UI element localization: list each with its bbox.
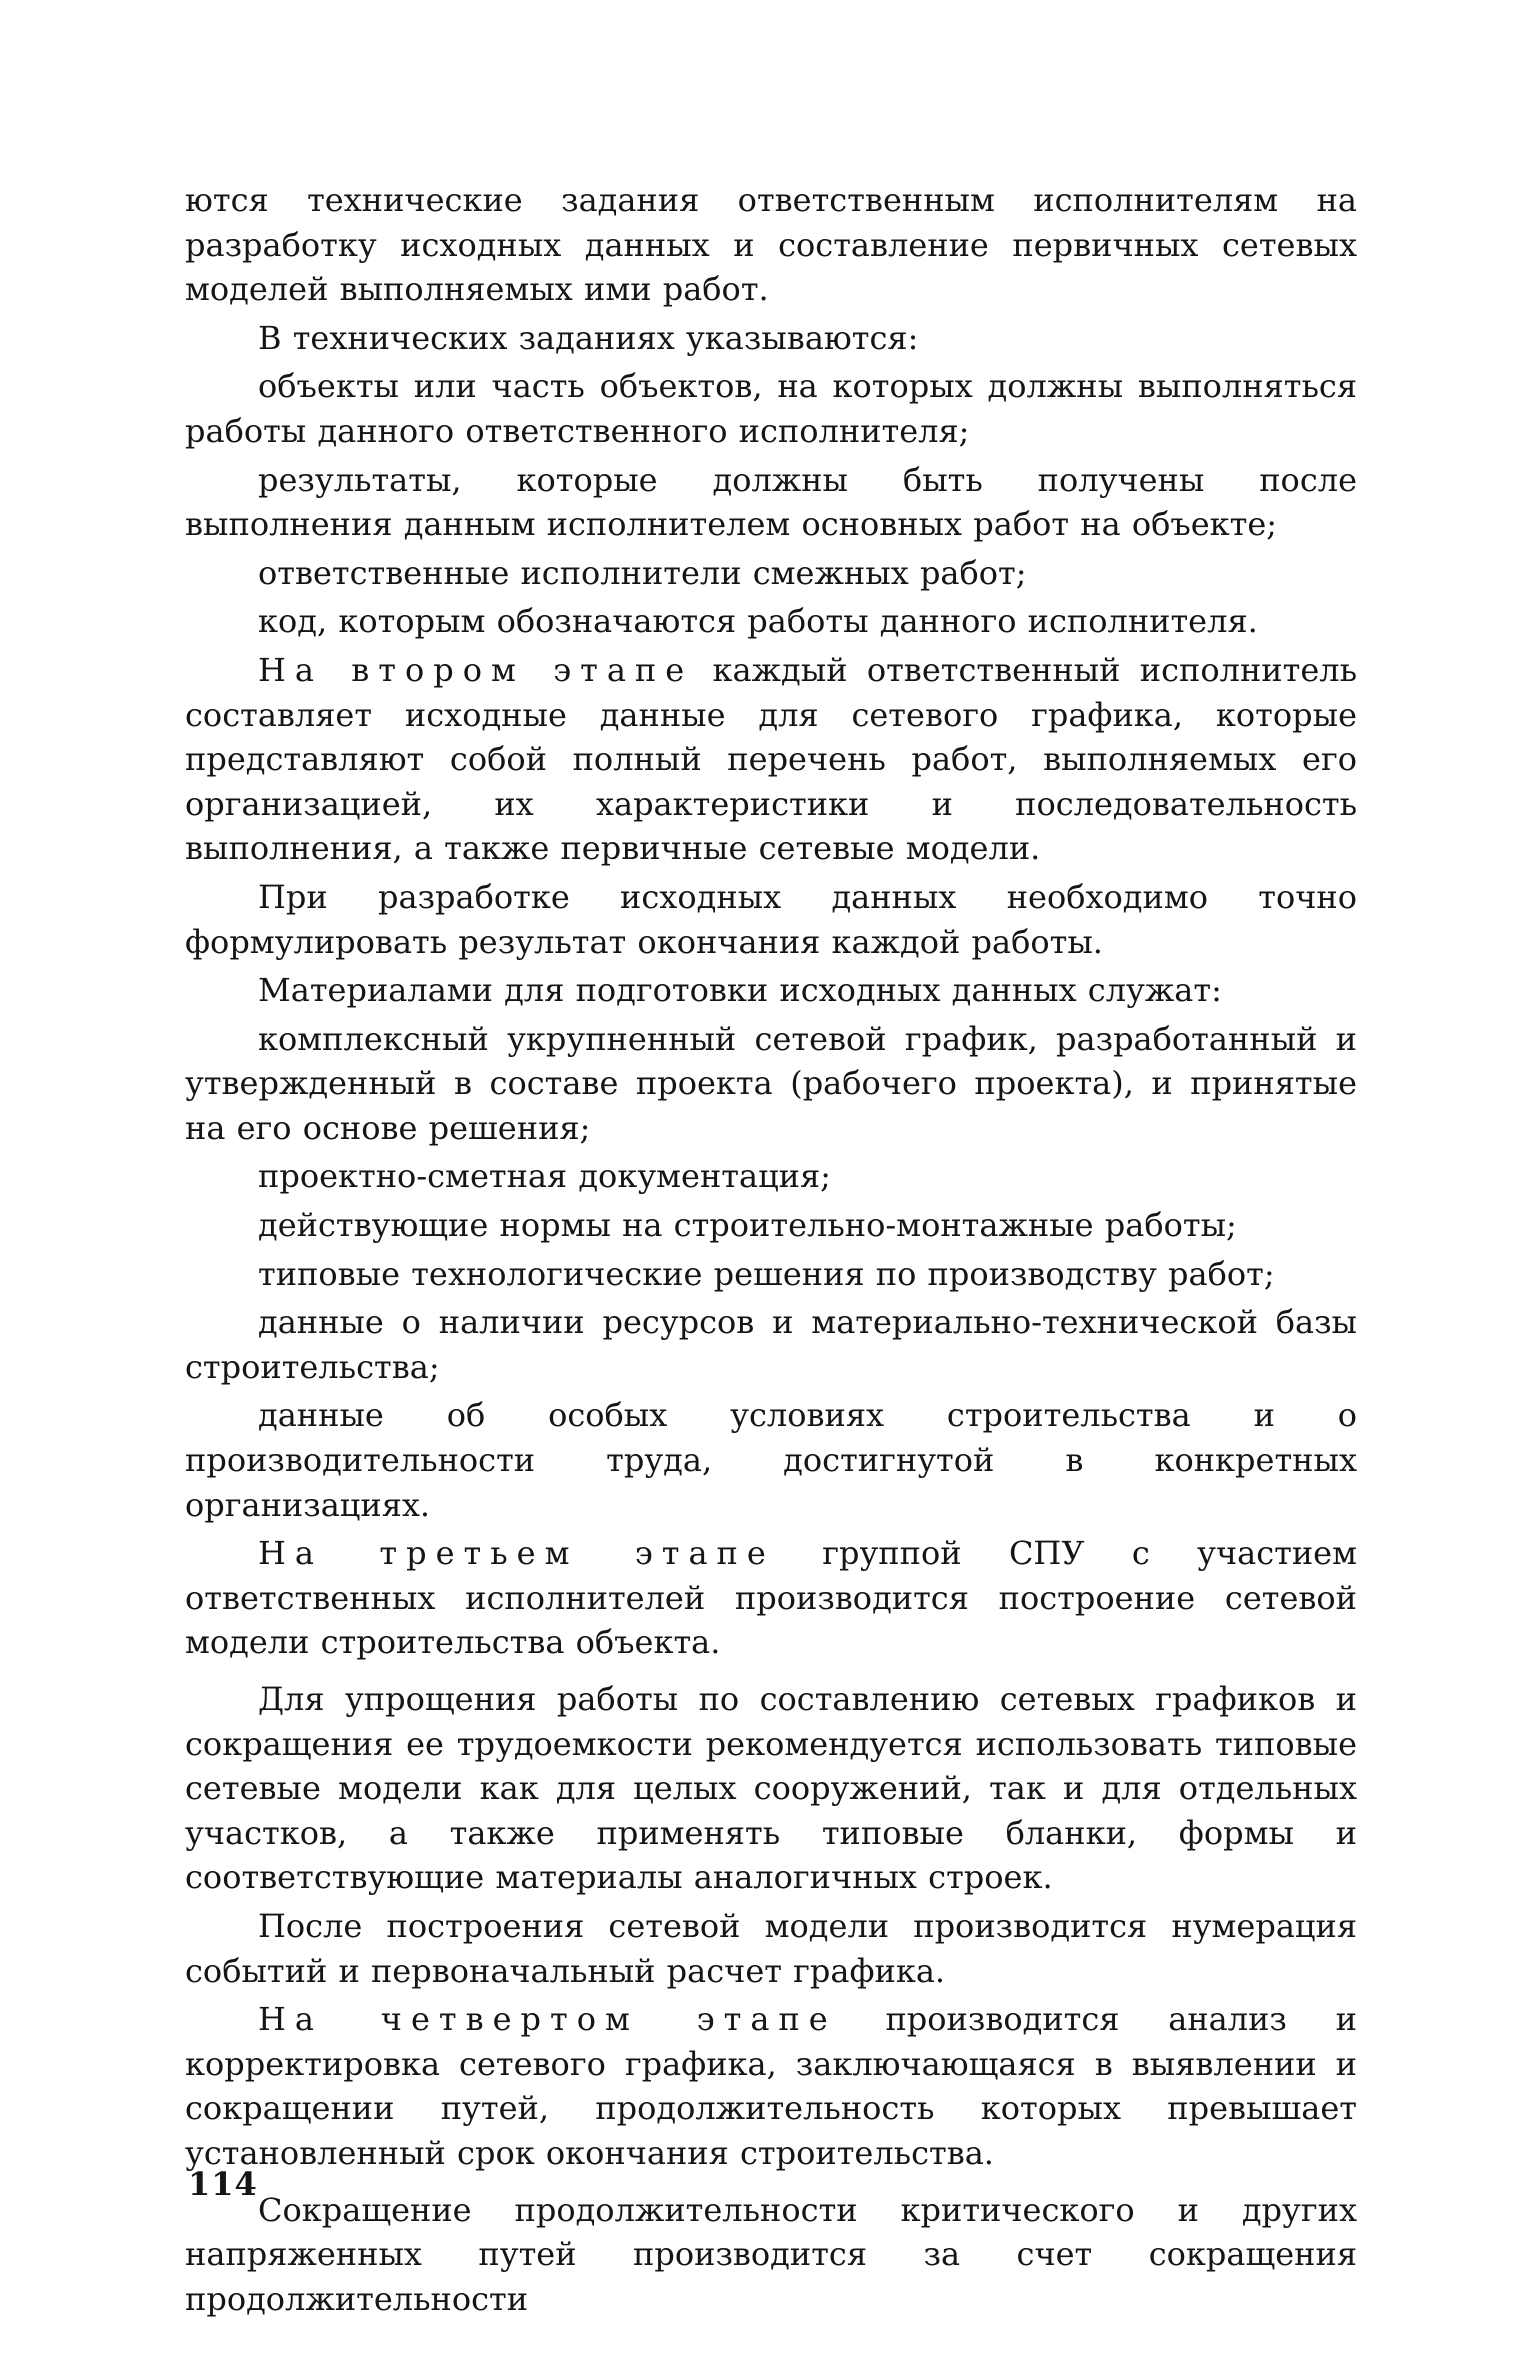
page-number: 114 (188, 2165, 258, 2203)
list-item-resources: данные о наличии ресурсов и материально-технической базы строительства; (185, 1303, 1357, 1386)
paragraph-stage-two (185, 648, 1357, 871)
list-item-typical-solutions: типовые технологические решения по производству работ; (258, 1254, 1275, 1293)
list-item-special-conditions: данные об особых условиях строительства и о производительности труда, достигнутой в конкретных организациях. (185, 1396, 1357, 1524)
list-item-results: результаты, которые должны быть получены после выполнения данным исполнителем основных работ на объекте; (185, 460, 1357, 544)
list-item-design-docs: проектно-сметная документация; (258, 1157, 831, 1196)
list-item-adjacent-executors: ответственные исполнители смежных работ; (258, 553, 1027, 592)
paragraph-materials-intro: Материалами для подготовки исходных данных служат: (258, 971, 1222, 1010)
stage-four-text: производится анализ и корректировка сетевого графика, заключающаяся в выявлении и сокращении путей, продолжительность которых превышает установленный срок окончания строительства. (185, 2000, 1358, 2172)
paragraph-simplification: Для упрощения работы по составлению сетевых графиков и сокращения ее трудоемкости рекомендуется использовать типовые сетевые модели как для целых сооружений, так и для отдельных участков, а также применять типовые бланки, формы и соответствующие материалы аналогичных строек. (185, 1680, 1357, 1897)
stage-three-heading: На третьем этапе (258, 1534, 775, 1573)
paragraph-numbering: После построения сетевой модели производится нумерация событий и первоначальный расчет графика. (185, 1906, 1357, 1990)
paragraph-formulation: При разработке исходных данных необходимо точно формулировать результат окончания каждой работы. (185, 877, 1357, 961)
list-item-norms: действующие нормы на строительно-монтажные работы; (258, 1206, 1237, 1245)
list-item-code: код, которым обозначаются работы данного исполнителя. (258, 602, 1258, 641)
page-body (185, 178, 1357, 2321)
paragraph-continuation: ются технические задания ответственным исполнителям на разработку исходных данных и составление первичных сетевых моделей выполняемых ими работ. (185, 181, 1357, 309)
stage-three-text: группой СПУ с участием ответственных исполнителей производится построение сетевой модели строительства объекта. (185, 1534, 1358, 1662)
paragraph-tech-tasks-intro: В технических заданиях указываются: (258, 318, 919, 357)
paragraph-stage-three (185, 1531, 1357, 1665)
paragraph-critical-path: Сокращение продолжительности критического и других напряженных путей производится за счет сокращения продолжительности (185, 2190, 1357, 2318)
stage-two-text: каждый ответственный исполнитель составляет исходные данные для сетевого графика, которые представляют собой полный перечень работ, выполняемых его организацией, их характеристики и последовательность выполнения, а также первичные сетевые модели. (185, 650, 1358, 868)
stage-four-heading: На четвертом этапе (258, 2000, 837, 2039)
list-item-complex-schedule: комплексный укрупненный сетевой график, разработанный и утвержденный в составе проекта (рабочего проекта), и принятые на его основе решения; (185, 1019, 1357, 1147)
paragraph-stage-four (185, 1997, 1357, 2175)
stage-two-heading: На втором этапе (258, 650, 694, 689)
list-item-objects: объекты или часть объектов, на которых должны выполняться работы данного ответственного исполнителя; (185, 367, 1357, 450)
